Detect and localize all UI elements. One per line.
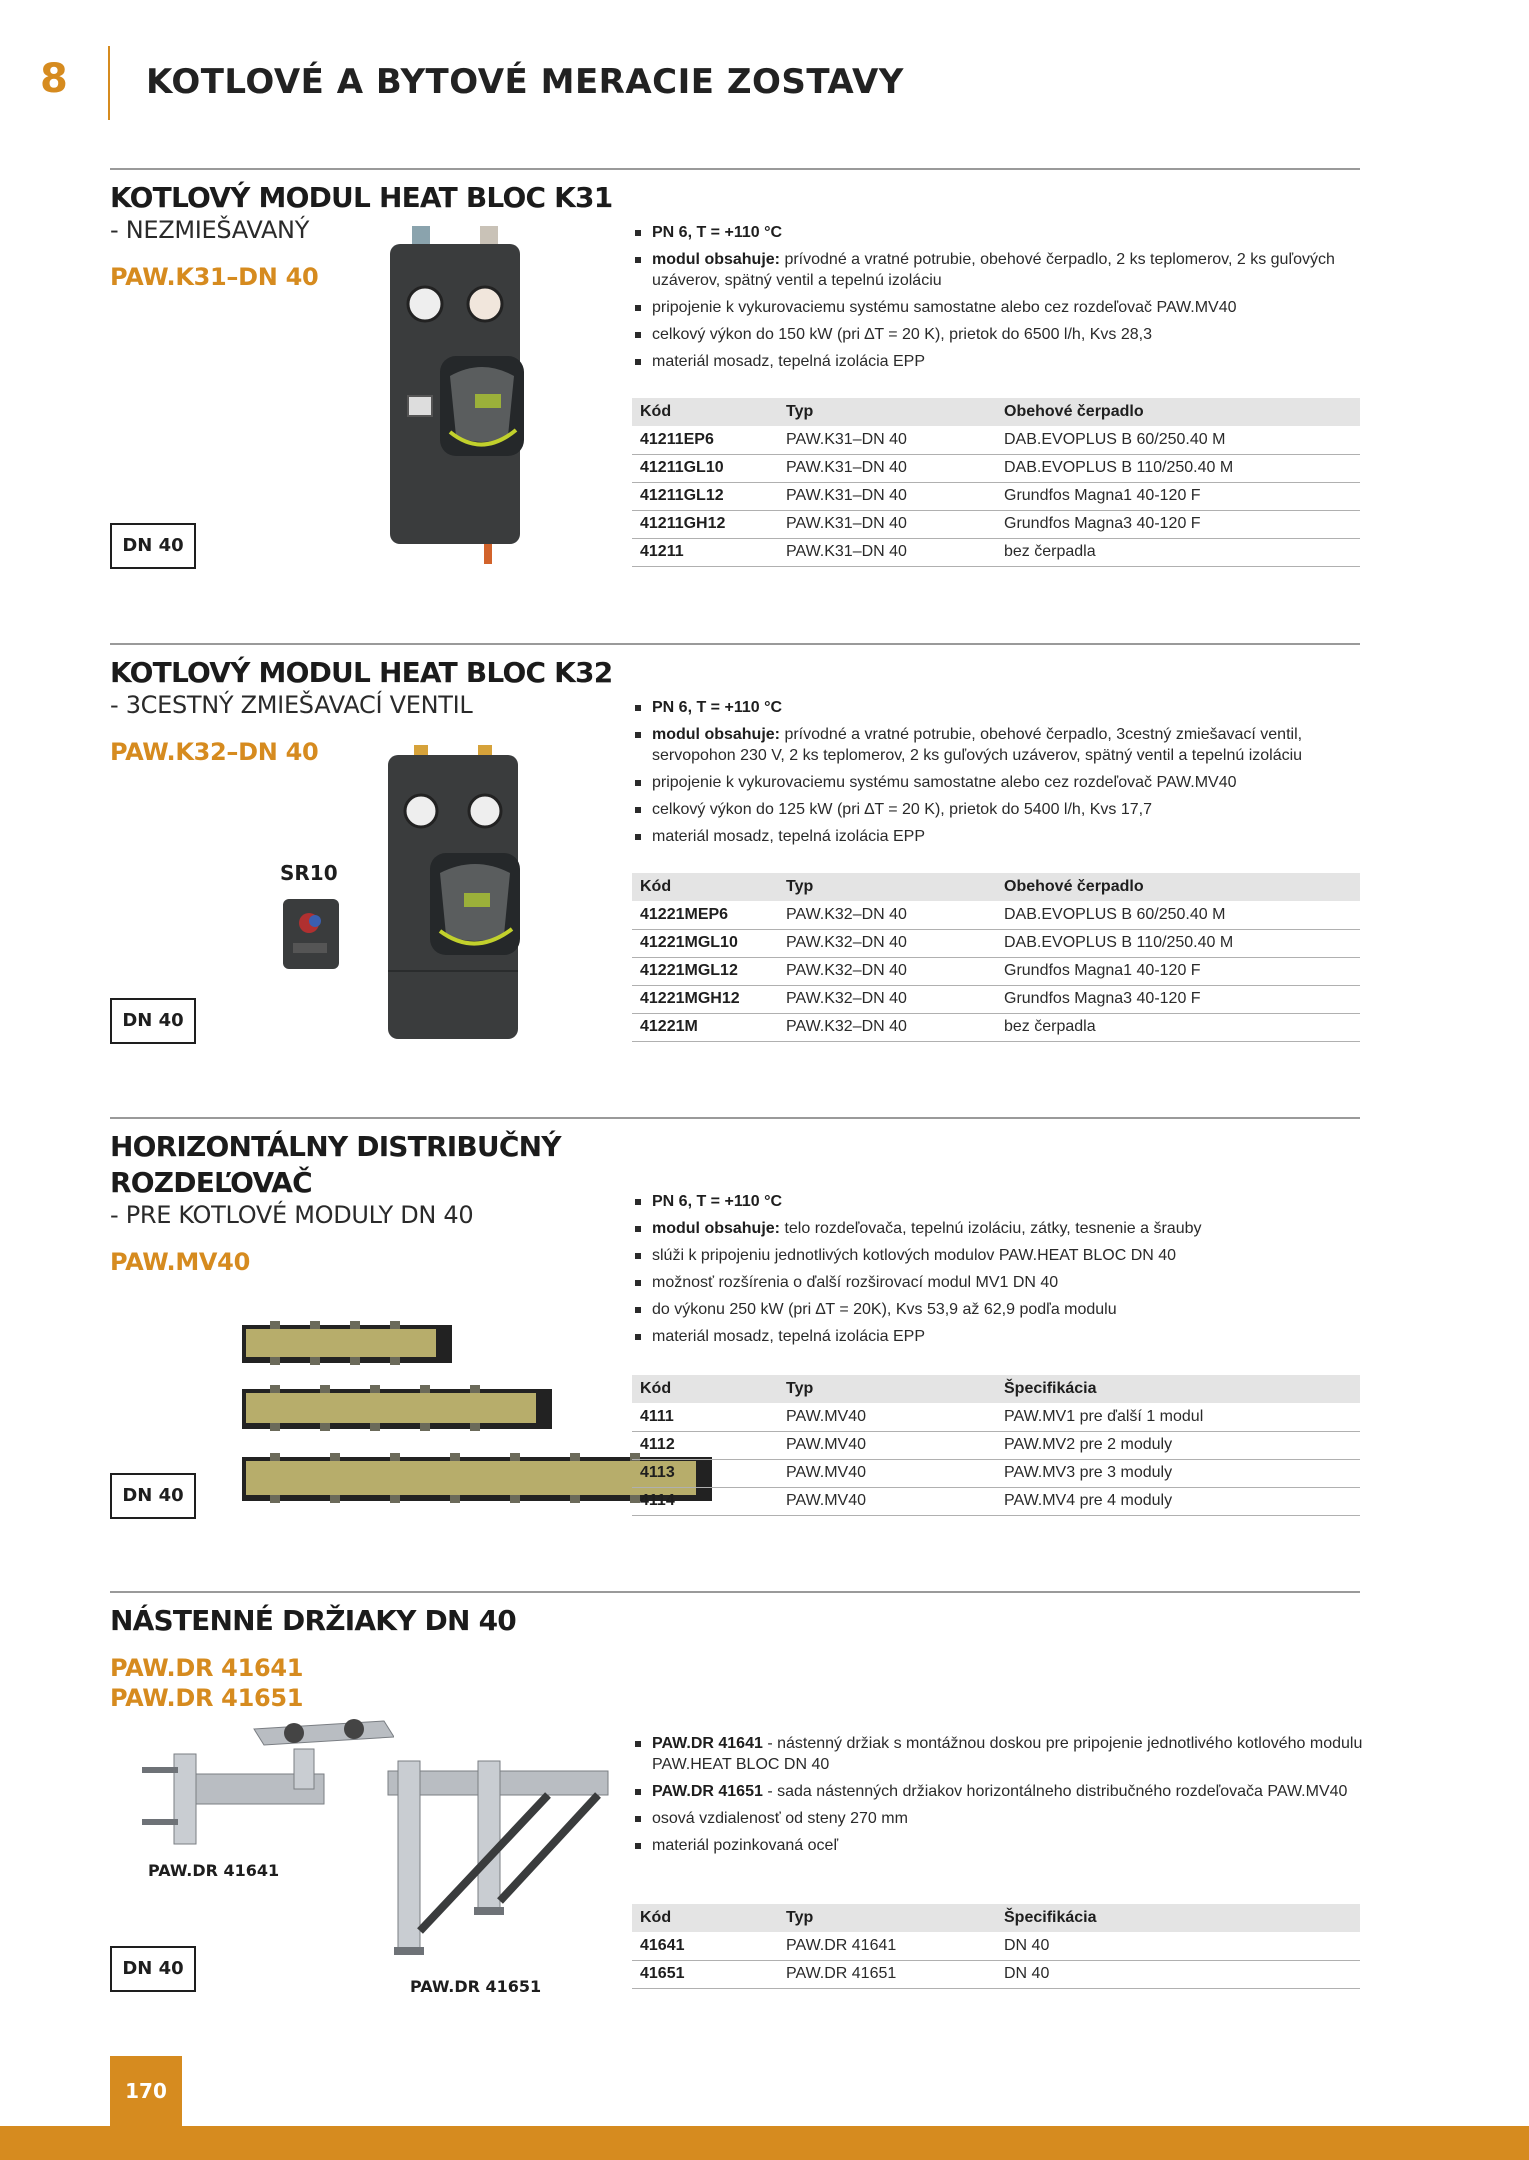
feature-list: [632, 1733, 1372, 1862]
col-header-code: Kód: [632, 1904, 778, 1932]
cell-type: PAW.DR 41641: [778, 1932, 996, 1960]
product-code: PAW.K32–DN 40: [110, 738, 319, 766]
cell-code: 41211GH12: [632, 510, 778, 538]
feature-item: PN 6, T = +110 °C: [632, 697, 1372, 718]
chapter-divider: [108, 46, 110, 120]
bracket-41641-label: PAW.DR 41641: [148, 1861, 280, 1880]
feature-item: slúži k pripojeniu jednotlivých kotlových modulov PAW.HEAT BLOC DN 40: [632, 1245, 1372, 1266]
section-divider: [110, 168, 1360, 170]
product-code-2: PAW.DR 41651: [110, 1684, 304, 1712]
table-row: [632, 454, 1360, 482]
footer-bar: [0, 2126, 1529, 2160]
cell-code: 41211: [632, 538, 778, 566]
product-code-1: PAW.DR 41641: [110, 1654, 304, 1682]
cell-pump: Grundfos Magna1 40-120 F: [996, 482, 1360, 510]
col-header-type: Typ: [778, 1375, 996, 1403]
cell-type: PAW.MV40: [778, 1431, 996, 1459]
table-row: [632, 901, 1360, 929]
col-header-pump: Obehové čerpadlo: [996, 873, 1360, 901]
cell-pump: DAB.EVOPLUS B 60/250.40 M: [996, 901, 1360, 929]
table-header-row: [632, 398, 1360, 426]
feature-item: do výkonu 250 kW (pri ∆T = 20K), Kvs 53,9 až 62,9 podľa modulu: [632, 1299, 1372, 1320]
product-code: PAW.K31–DN 40: [110, 263, 319, 291]
cell-pump: Grundfos Magna3 40-120 F: [996, 985, 1360, 1013]
col-header-code: Kód: [632, 873, 778, 901]
section-subtitle: - NEZMIEŠAVANÝ: [110, 216, 310, 244]
cell-spec: DN 40: [996, 1960, 1360, 1988]
table-header-row: [632, 1904, 1360, 1932]
dn-badge: DN 40: [110, 1946, 196, 1992]
col-header-code: Kód: [632, 398, 778, 426]
section-title: NÁSTENNÉ DRŽIAKY DN 40: [110, 1604, 516, 1637]
feature-item: PAW.DR 41641 - nástenný držiak s montážnou doskou pre pripojenie jednotlivého kotlového modulu PAW.HEAT BLOC DN 40: [632, 1733, 1372, 1775]
col-header-spec: Špecifikácia: [996, 1904, 1360, 1932]
feature-item: materiál pozinkovaná oceľ: [632, 1835, 1372, 1856]
cell-spec: PAW.MV3 pre 3 moduly: [996, 1459, 1360, 1487]
table-row: [632, 929, 1360, 957]
table-row: [632, 1459, 1360, 1487]
cell-type: PAW.DR 41651: [778, 1960, 996, 1988]
cell-type: PAW.K32–DN 40: [778, 929, 996, 957]
section-k32: [110, 643, 1360, 1053]
feature-item: modul obsahuje: prívodné a vratné potrubie, obehové čerpadlo, 2 ks teplomerov, 2 ks guľových uzáverov, spätný ventil a tepelnú izoláciu: [632, 249, 1372, 291]
table-header-row: [632, 1375, 1360, 1403]
table-row: [632, 1013, 1360, 1041]
table-row: [632, 426, 1360, 454]
section-mv40: [110, 1117, 1360, 1527]
cell-type: PAW.K31–DN 40: [778, 482, 996, 510]
table-row: [632, 1431, 1360, 1459]
section-divider: [110, 1591, 1360, 1593]
cell-pump: Grundfos Magna1 40-120 F: [996, 957, 1360, 985]
heat-bloc-k32-image: [378, 745, 528, 1041]
cell-code: 41221MGH12: [632, 985, 778, 1013]
table-row: [632, 957, 1360, 985]
cell-type: PAW.K32–DN 40: [778, 901, 996, 929]
bracket-41651-image: [378, 1751, 618, 1971]
chapter-number: 8: [40, 56, 68, 102]
product-table: [632, 873, 1360, 1042]
chapter-title: KOTLOVÉ A BYTOVÉ MERACIE ZOSTAVY: [146, 62, 904, 102]
section-subtitle: - PRE KOTLOVÉ MODULY DN 40: [110, 1201, 474, 1229]
cell-code: 41221MEP6: [632, 901, 778, 929]
table-header-row: [632, 873, 1360, 901]
servo-label: SR10: [280, 861, 338, 885]
cell-code: 41221MGL12: [632, 957, 778, 985]
table-row: [632, 482, 1360, 510]
feature-item: osová vzdialenosť od steny 270 mm: [632, 1808, 1372, 1829]
feature-item: materiál mosadz, tepelná izolácia EPP: [632, 826, 1372, 847]
table-row: [632, 538, 1360, 566]
section-subtitle: - 3CESTNÝ ZMIEŠAVACÍ VENTIL: [110, 691, 473, 719]
feature-item: pripojenie k vykurovaciemu systému samostatne alebo cez rozdeľovač PAW.MV40: [632, 297, 1372, 318]
cell-code: 4114: [632, 1487, 778, 1515]
section-divider: [110, 1117, 1360, 1119]
feature-item: celkový výkon do 125 kW (pri ∆T = 20 K), prietok do 5400 l/h, Kvs 17,7: [632, 799, 1372, 820]
table-row: [632, 1403, 1360, 1431]
feature-item: modul obsahuje: prívodné a vratné potrubie, obehové čerpadlo, 3cestný zmiešavací ventil, servopohon 230 V, 2 ks teplomerov, 2 ks guľových uzáverov, spätný ventil a tepelnú izoláciu: [632, 724, 1372, 766]
bracket-41651-label: PAW.DR 41651: [410, 1977, 542, 1996]
heat-bloc-k31-image: [380, 226, 530, 566]
cell-type: PAW.K31–DN 40: [778, 510, 996, 538]
cell-pump: DAB.EVOPLUS B 60/250.40 M: [996, 426, 1360, 454]
feature-item: PN 6, T = +110 °C: [632, 1191, 1372, 1212]
col-header-type: Typ: [778, 1904, 996, 1932]
cell-code: 4113: [632, 1459, 778, 1487]
table-row: [632, 510, 1360, 538]
dn-badge: DN 40: [110, 523, 196, 569]
cell-pump: DAB.EVOPLUS B 110/250.40 M: [996, 454, 1360, 482]
section-wall-brackets: [110, 1591, 1363, 2011]
product-code: PAW.MV40: [110, 1248, 250, 1276]
cell-type: PAW.MV40: [778, 1487, 996, 1515]
section-k31: [110, 168, 1360, 578]
cell-pump: DAB.EVOPLUS B 110/250.40 M: [996, 929, 1360, 957]
cell-spec: DN 40: [996, 1932, 1360, 1960]
cell-code: 4111: [632, 1403, 778, 1431]
feature-item: možnosť rozšírenia o ďalší rozširovací modul MV1 DN 40: [632, 1272, 1372, 1293]
feature-list: [632, 697, 1372, 853]
feature-list: [632, 222, 1372, 378]
cell-code: 41651: [632, 1960, 778, 1988]
col-header-type: Typ: [778, 873, 996, 901]
feature-item: modul obsahuje: telo rozdeľovača, tepelnú izoláciu, zátky, tesnenie a šrauby: [632, 1218, 1372, 1239]
cell-pump: bez čerpadla: [996, 538, 1360, 566]
section-title: KOTLOVÝ MODUL HEAT BLOC K31: [110, 181, 613, 214]
feature-item: PAW.DR 41651 - sada nástenných držiakov horizontálneho distribučného rozdeľovača PAW.MV40: [632, 1781, 1372, 1802]
cell-type: PAW.K32–DN 40: [778, 985, 996, 1013]
cell-code: 41211GL12: [632, 482, 778, 510]
cell-spec: PAW.MV2 pre 2 moduly: [996, 1431, 1360, 1459]
table-row: [632, 1932, 1360, 1960]
page-number: 170: [110, 2056, 182, 2126]
col-header-spec: Špecifikácia: [996, 1375, 1360, 1403]
section-divider: [110, 643, 1360, 645]
cell-pump: bez čerpadla: [996, 1013, 1360, 1041]
col-header-code: Kód: [632, 1375, 778, 1403]
cell-type: PAW.K31–DN 40: [778, 538, 996, 566]
cell-type: PAW.MV40: [778, 1459, 996, 1487]
servo-drive-image: [275, 893, 345, 973]
dn-badge: DN 40: [110, 1473, 196, 1519]
cell-spec: PAW.MV4 pre 4 moduly: [996, 1487, 1360, 1515]
cell-type: PAW.K31–DN 40: [778, 426, 996, 454]
feature-item: materiál mosadz, tepelná izolácia EPP: [632, 351, 1372, 372]
feature-item: materiál mosadz, tepelná izolácia EPP: [632, 1326, 1372, 1347]
feature-item: celkový výkon do 150 kW (pri ∆T = 20 K), prietok do 6500 l/h, Kvs 28,3: [632, 324, 1372, 345]
cell-type: PAW.K32–DN 40: [778, 1013, 996, 1041]
product-table: [632, 398, 1360, 567]
cell-spec: PAW.MV1 pre ďalší 1 modul: [996, 1403, 1360, 1431]
cell-type: PAW.MV40: [778, 1403, 996, 1431]
cell-code: 41221MGL10: [632, 929, 778, 957]
cell-code: 41211GL10: [632, 454, 778, 482]
product-table: [632, 1375, 1360, 1516]
section-title-line2: ROZDEĽOVAČ: [110, 1166, 312, 1199]
feature-item: pripojenie k vykurovaciemu systému samostatne alebo cez rozdeľovač PAW.MV40: [632, 772, 1372, 793]
section-title-line1: HORIZONTÁLNY DISTRIBUČNÝ: [110, 1130, 561, 1163]
cell-code: 41641: [632, 1932, 778, 1960]
cell-code: 4112: [632, 1431, 778, 1459]
cell-type: PAW.K32–DN 40: [778, 957, 996, 985]
feature-list: [632, 1191, 1372, 1353]
cell-type: PAW.K31–DN 40: [778, 454, 996, 482]
table-row: [632, 1960, 1360, 1988]
dn-badge: DN 40: [110, 998, 196, 1044]
feature-item: PN 6, T = +110 °C: [632, 222, 1372, 243]
bracket-41641-image: [134, 1719, 394, 1869]
cell-pump: Grundfos Magna3 40-120 F: [996, 510, 1360, 538]
product-table: [632, 1904, 1360, 1989]
table-row: [632, 985, 1360, 1013]
cell-code: 41211EP6: [632, 426, 778, 454]
table-row: [632, 1487, 1360, 1515]
col-header-pump: Obehové čerpadlo: [996, 398, 1360, 426]
section-title: KOTLOVÝ MODUL HEAT BLOC K32: [110, 656, 613, 689]
cell-code: 41221M: [632, 1013, 778, 1041]
col-header-type: Typ: [778, 398, 996, 426]
